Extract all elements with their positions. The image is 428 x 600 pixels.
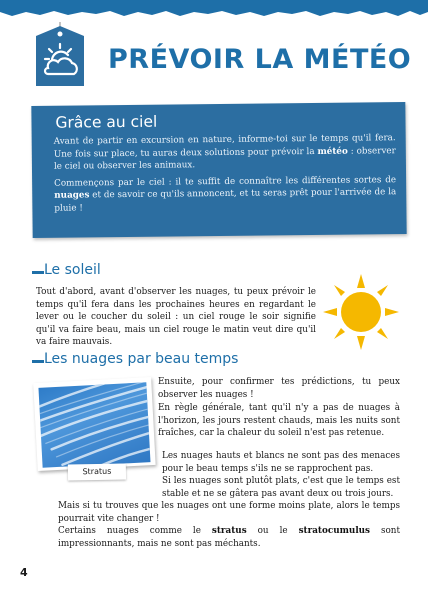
nuages-text-5: Mais si tu trouves que les nuages ont une forme moins plate, alors le temps pourrait vite changer !	[58, 501, 400, 524]
page-title: PRÉVOIR LA MÉTÉO	[108, 44, 412, 75]
soleil-text: Tout d'abord, avant d'observer les nuages, tu peux prévoir le temps qu'il fera dans les prochaines heures en regardant le lever ou le coucher du soleil : un ciel rouge le soir signifie qu'il va faire beau, mais un ciel rouge le matin veut dire qu'il va faire mauvais.	[36, 287, 316, 347]
nuages-text-2: En règle générale, tant qu'il n'y a pas de nuages à l'horizon, les jours restent chauds, mais les nuits sont fraîches, car la chaleur du soleil n'est pas retenue.	[158, 403, 400, 438]
sun-icon	[323, 274, 399, 350]
section-title-soleil: Le soleil	[44, 262, 101, 278]
intro-paragraph-1: Avant de partir en excursion en nature, informe-toi sur le temps qu'il fera. Une fois sur place, tu auras deux solutions pour prévoir la météo : observer le ciel ou observer les animaux.	[53, 133, 396, 172]
stratus-clouds-image	[38, 382, 150, 468]
section-title-nuages: Les nuages par beau temps	[44, 351, 239, 367]
intro-paragraph-2: Commençons par le ciel : il te suffit de connaître les différentes sortes de nuages et de savoir ce qu'ils annoncent, et tu seras prêt pour l'arrivée de la pluie !	[54, 174, 397, 214]
photo-caption: Stratus	[68, 463, 126, 480]
nuages-text-3: Les nuages hauts et blancs ne sont pas des menaces pour le beau temps s'ils ne se rapprochent pas.	[162, 451, 400, 474]
intro-box	[31, 102, 406, 238]
intro-heading: Grâce au ciel	[55, 112, 158, 132]
weather-tag-icon	[30, 22, 90, 88]
stratus-photo	[33, 377, 157, 493]
nuages-text-6: Certains nuages comme le stratus ou le stratocumulus sont impressionnants, mais ne sont pas méchants.	[58, 526, 401, 549]
section-rule	[32, 360, 44, 363]
top-torn-band	[0, 0, 428, 20]
nuages-text-4: Si les nuages sont plutôt plats, c'est que le temps est stable et ne se gâtera pas avant deux ou trois jours.	[162, 476, 400, 499]
section-rule	[32, 271, 44, 274]
page-number: 4	[20, 566, 28, 579]
nuages-text-1: Ensuite, pour confirmer tes prédictions, tu peux observer les nuages !	[158, 377, 400, 400]
